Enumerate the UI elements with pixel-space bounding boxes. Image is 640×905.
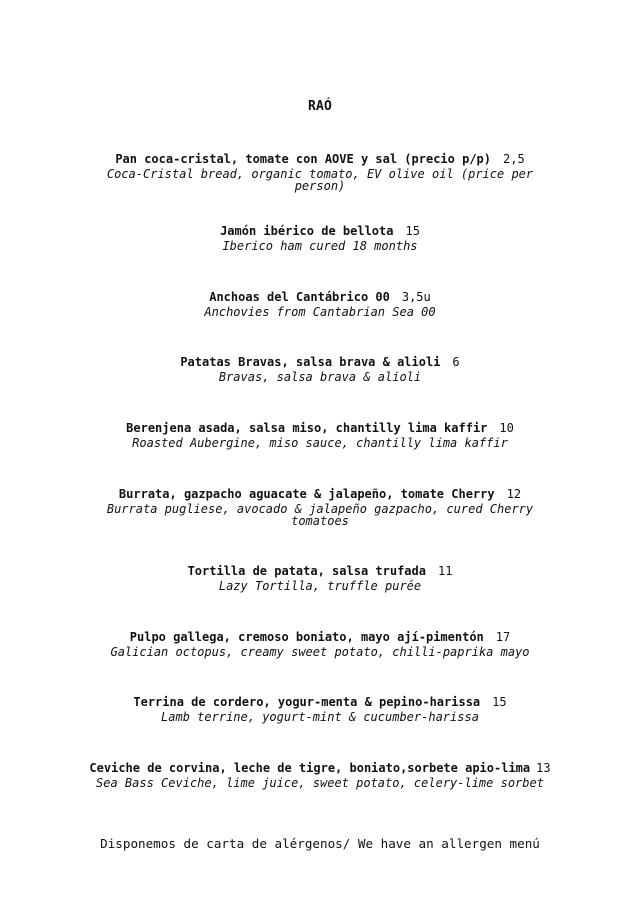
menu-item-price: 10 bbox=[499, 421, 514, 435]
menu-item-description: Coca-Cristal bread, organic tomato, EV olive oil (price per person) bbox=[106, 167, 534, 193]
menu-item-price: 15 bbox=[405, 224, 420, 238]
menu-item bbox=[80, 486, 560, 527]
menu-item-name: Terrina de cordero, yogur-menta & pepino-harissa bbox=[133, 695, 481, 709]
menu-item-description: Anchovies from Cantabrian Sea 00 bbox=[204, 305, 436, 319]
menu-item-name: Berenjena asada, salsa miso, chantilly lima kaffir bbox=[126, 421, 488, 435]
menu-title: RAÓ bbox=[307, 99, 333, 114]
menu-item-name: Burrata, gazpacho aguacate & jalapeño, tomate Cherry bbox=[118, 487, 495, 501]
menu-item bbox=[80, 694, 560, 723]
menu-item-description: Lazy Tortilla, truffle purée bbox=[218, 579, 422, 593]
menu-item-name: Anchoas del Cantábrico 00 bbox=[209, 290, 390, 304]
menu-item-description: Roasted Aubergine, miso sauce, chantilly lima kaffir bbox=[132, 436, 508, 450]
menu-item bbox=[80, 420, 560, 449]
menu-item-name: Ceviche de corvina, leche de tigre, boniato,sorbete apio-lima bbox=[89, 761, 531, 775]
menu-item-price: 13 bbox=[536, 761, 551, 775]
menu-item-description: Lamb terrine, yogurt-mint & cucumber-harissa bbox=[161, 710, 479, 724]
allergen-notice: Disponemos de carta de alérgenos/ We have an allergen menú bbox=[100, 836, 540, 851]
menu-item-name: Tortilla de patata, salsa trufada bbox=[187, 564, 426, 578]
menu-item-price: 17 bbox=[495, 630, 511, 644]
menu-item-price: 15 bbox=[492, 695, 507, 709]
menu-item bbox=[80, 289, 560, 318]
menu-item-price: 2,5 bbox=[503, 152, 525, 166]
menu-item-description: Sea Bass Ceviche, lime juice, sweet potato, celery-lime sorbet bbox=[96, 776, 544, 790]
menu-item-name: Jamón ibérico de bellota bbox=[220, 224, 394, 238]
menu-item-price: 11 bbox=[437, 564, 453, 578]
menu-item-description: Iberico ham cured 18 months bbox=[222, 239, 418, 253]
menu-item-description: Galician octopus, creamy sweet potato, chilli-paprika mayo bbox=[110, 645, 530, 659]
menu-item bbox=[60, 760, 580, 789]
menu-item-name: Pan coca-cristal, tomate con AOVE y sal (precio p/p) bbox=[115, 152, 491, 166]
menu-item-description: Burrata pugliese, avocado & jalapeño gazpacho, cured Cherry tomatoes bbox=[106, 502, 534, 528]
menu-item-description: Bravas, salsa brava & alioli bbox=[218, 370, 422, 384]
menu-item-price: 12 bbox=[506, 487, 522, 501]
menu-item-name: Pulpo gallega, cremoso boniato, mayo ají-pimentón bbox=[129, 630, 484, 644]
menu-item-price: 6 bbox=[452, 355, 460, 369]
menu-item-name: Patatas Bravas, salsa brava & alioli bbox=[180, 355, 441, 369]
menu-item bbox=[80, 223, 560, 252]
menu-item bbox=[80, 151, 560, 192]
menu-item bbox=[80, 563, 560, 592]
menu-item bbox=[80, 354, 560, 383]
menu-item-price: 3,5u bbox=[401, 290, 431, 304]
menu-item bbox=[80, 629, 560, 658]
